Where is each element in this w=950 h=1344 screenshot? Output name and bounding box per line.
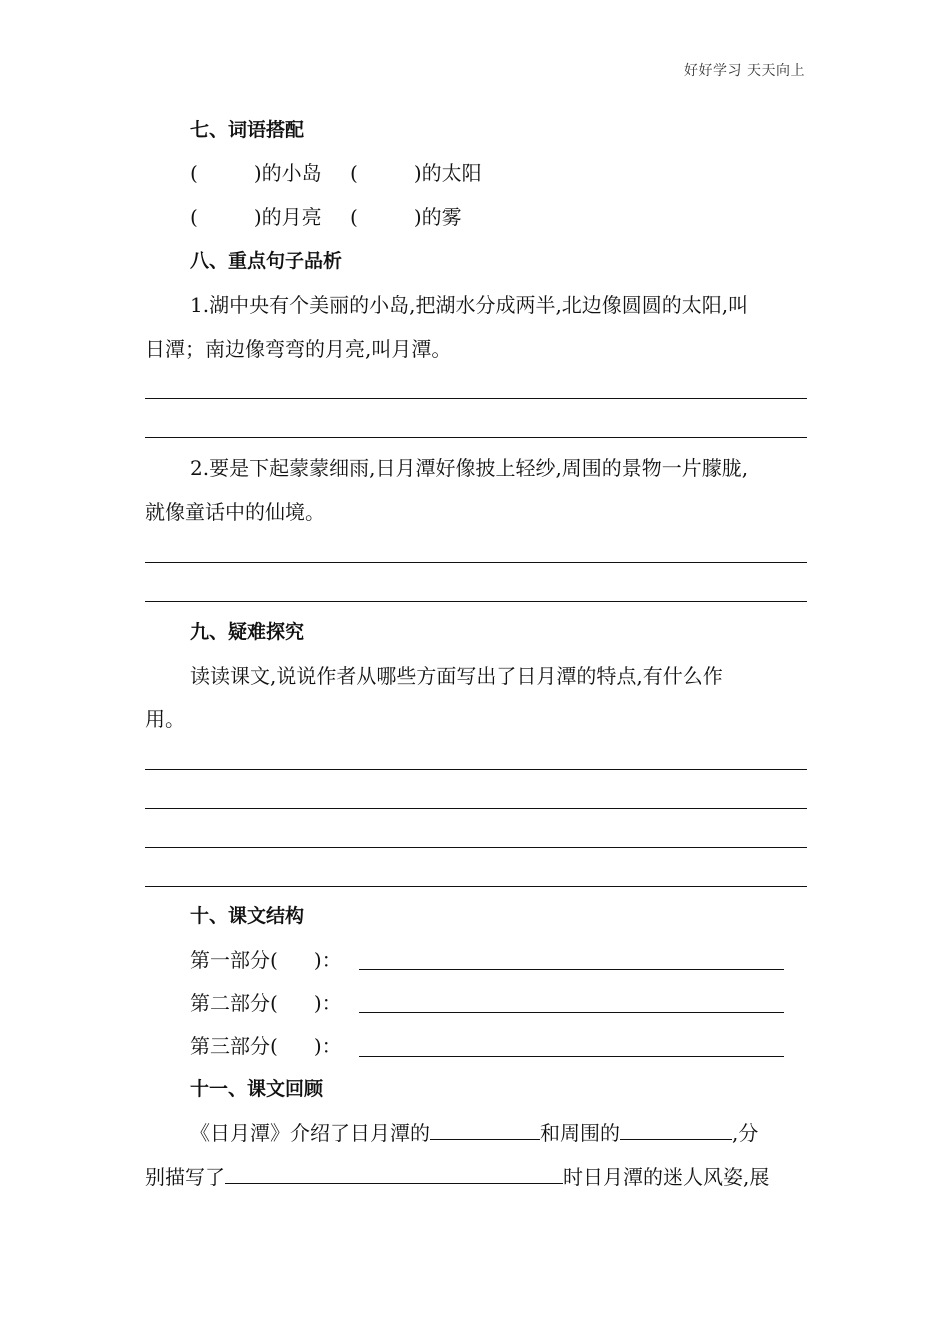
answer-line[interactable] xyxy=(145,808,807,809)
question-line1: 读读课文,说说作者从哪些方面写出了日月潭的特点,有什么作 xyxy=(190,664,723,688)
page-header: 好好学习 天天向上 xyxy=(684,63,805,79)
structure-part-2 xyxy=(190,991,342,1015)
match-item-moon: )的月亮 xyxy=(253,205,322,229)
section10-title: 十、课文结构 xyxy=(190,905,305,927)
review-text: 和周围的 xyxy=(540,1121,620,1145)
part-close: )： xyxy=(313,1034,342,1058)
sentence1-line2: 日潭；南边像弯弯的月亮,叫月潭。 xyxy=(145,337,452,361)
question-line2: 用。 xyxy=(145,707,185,731)
paren-open: ( xyxy=(350,205,358,229)
sentence1-line1: 1.湖中央有个美丽的小岛,把湖水分成两半,北边像圆圆的太阳,叫 xyxy=(190,293,749,317)
part-label: 第一部分( xyxy=(190,948,278,972)
paren-open: ( xyxy=(190,205,198,229)
part-close: )： xyxy=(313,948,342,972)
review-line2 xyxy=(145,1165,769,1189)
review-text: 别描写了 xyxy=(145,1165,225,1189)
answer-line[interactable] xyxy=(145,562,807,563)
paren-open: ( xyxy=(350,161,358,185)
fill-blank[interactable] xyxy=(620,1121,732,1140)
structure-part-3 xyxy=(190,1034,342,1058)
answer-line[interactable] xyxy=(145,601,807,602)
structure-answer-line-3[interactable] xyxy=(359,1056,784,1057)
match-row-2-right xyxy=(350,205,462,229)
review-text: 《日月潭》介绍了日月潭的 xyxy=(190,1121,430,1145)
sentence2-line1: 2.要是下起蒙蒙细雨,日月潭好像披上轻纱,周围的景物一片朦胧, xyxy=(190,456,749,480)
part-close: )： xyxy=(313,991,342,1015)
review-text: 时日月潭的迷人风姿,展 xyxy=(563,1165,770,1189)
part-label: 第二部分( xyxy=(190,991,278,1015)
part-label: 第三部分( xyxy=(190,1034,278,1058)
match-row-1-left xyxy=(190,161,322,185)
review-line1 xyxy=(190,1121,758,1145)
answer-line[interactable] xyxy=(145,886,807,887)
sentence2-line2: 就像童话中的仙境。 xyxy=(145,500,325,524)
answer-line[interactable] xyxy=(145,847,807,848)
section8-title: 八、重点句子品析 xyxy=(190,250,343,272)
answer-line[interactable] xyxy=(145,437,807,438)
fill-blank[interactable] xyxy=(430,1121,540,1140)
answer-line[interactable] xyxy=(145,398,807,399)
paren-open: ( xyxy=(190,161,198,185)
fill-blank[interactable] xyxy=(225,1165,563,1184)
review-text: ,分 xyxy=(732,1121,759,1145)
match-item-fog: )的雾 xyxy=(413,205,462,229)
structure-answer-line-2[interactable] xyxy=(359,1012,784,1013)
section11-title: 十一、课文回顾 xyxy=(190,1078,324,1100)
match-row-1-right xyxy=(350,161,482,185)
match-row-2-left xyxy=(190,205,322,229)
answer-line[interactable] xyxy=(145,769,807,770)
match-item-island: )的小岛 xyxy=(253,161,322,185)
section7-title: 七、词语搭配 xyxy=(190,119,305,141)
structure-answer-line-1[interactable] xyxy=(359,969,784,970)
structure-part-1 xyxy=(190,948,342,972)
match-item-sun: )的太阳 xyxy=(413,161,482,185)
section9-title: 九、疑难探究 xyxy=(190,621,305,643)
